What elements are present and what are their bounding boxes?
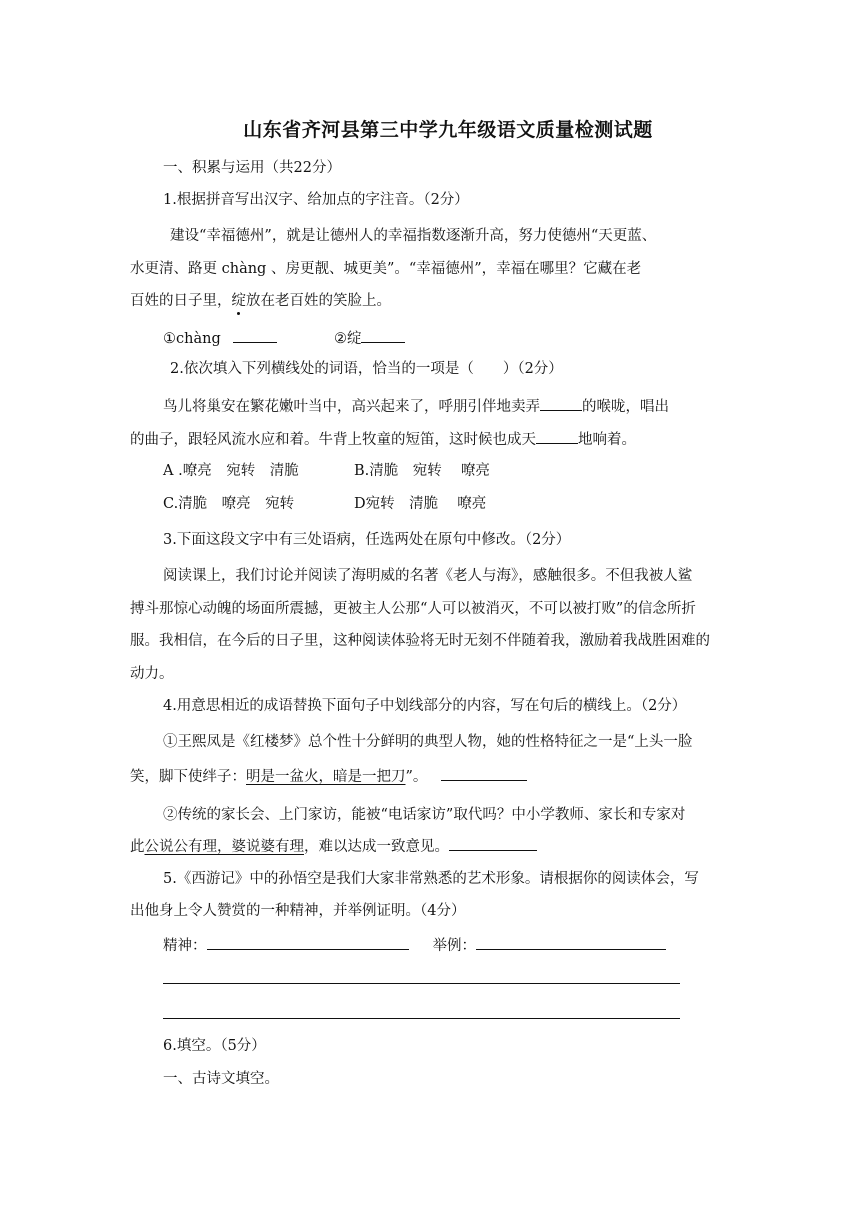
text-run: 笑，脚下使绊子： — [130, 769, 246, 785]
question-1-stem: 1.根据拼音写出汉字、给加点的字注音。（2分） — [163, 192, 469, 208]
option-c[interactable]: C.清脆 嘹亮 宛转 — [163, 496, 295, 512]
underlined-phrase: 公说公有理，婆说婆有理 — [144, 839, 304, 855]
question-4-sentence-2: ②传统的家长会、上门家访，能被“电话家访”取代吗？中小学教师、家长和专家对 — [163, 807, 686, 823]
question-2-stem: 2.依次填入下列横线处的词语，恰当的一项是（ ）（2分） — [170, 361, 563, 377]
question-3-stem: 3.下面这段文字中有三处语病，任选两处在原句中修改。（2分） — [163, 532, 571, 548]
answer-blank[interactable] — [449, 835, 537, 851]
question-1-para-line: 建设“幸福德州”，就是让德州人的幸福指数逐渐升高，努力使德州“天更蓝、 — [170, 228, 657, 244]
example-blank[interactable] — [476, 934, 666, 950]
answer-label-1: ①chàng — [163, 331, 221, 347]
fill-blank[interactable] — [540, 395, 582, 411]
option-d[interactable]: D宛转 清脆 嘹亮 — [354, 496, 487, 512]
question-1-para-line — [130, 291, 730, 311]
text-run: 的曲子，跟轻风流水应和着。牛背上牧童的短笛，这时候也成天 — [130, 432, 536, 448]
option-b[interactable]: B.清脆 宛转 嘹亮 — [354, 463, 490, 479]
underlined-phrase: 明是一盆火，暗是一把刀 — [246, 769, 406, 785]
question-5-answer-row — [163, 934, 763, 956]
text-run: ”。 — [405, 769, 428, 785]
text-run: 放在老百姓的笑脸上。 — [246, 293, 391, 309]
option-a[interactable]: A .嘹亮 宛转 清脆 — [163, 463, 299, 479]
question-3-para-line: 阅读课上，我们讨论并阅读了海明威的名著《老人与海》，感触很多。不但我被人鲨 — [163, 568, 693, 584]
question-5-stem: 5.《西游记》中的孙悟空是我们大家非常熟悉的艺术形象。请根据你的阅读体会，写 — [163, 871, 699, 887]
question-2-para-line — [130, 428, 730, 450]
text-run: 地响着。 — [578, 432, 636, 448]
question-3-para-line: 搏斗那惊心动魄的场面所震撼，更被主人公那“人可以被消灭，不可以被打败”的信念所折 — [130, 601, 696, 617]
example-label: 举例： — [432, 938, 476, 954]
question-5-stem-cont: 出他身上令人赞赏的一种精神，并举例证明。（4分） — [130, 903, 466, 919]
section-heading: 一、积累与运用（共22分） — [163, 160, 341, 176]
answer-blank-2[interactable] — [361, 327, 405, 343]
question-2-para-line — [163, 395, 763, 417]
question-3-para-line: 动力。 — [130, 666, 174, 682]
page-title: 山东省齐河县第三中学九年级语文质量检测试题 — [243, 119, 653, 141]
question-6-subheading: 一、古诗文填空。 — [163, 1071, 279, 1087]
question-4-sentence-1: ①王熙凤是《红楼梦》总个性十分鲜明的典型人物，她的性格特征之一是“上头一脸 — [163, 734, 693, 750]
question-6-stem: 6.填空。（5分） — [163, 1038, 266, 1054]
question-4-sentence-2-cont — [130, 835, 730, 857]
answer-blank-1[interactable] — [233, 327, 277, 343]
dotted-character: 绽 — [231, 293, 246, 309]
answer-label-2: ②绽 — [333, 331, 362, 347]
answer-blank[interactable] — [441, 765, 527, 781]
text-run: ，难以达成一致意见。 — [304, 839, 449, 855]
answer-line[interactable] — [163, 1018, 680, 1019]
question-4-stem: 4.用意思相近的成语替换下面句子中划线部分的内容，写在句后的横线上。（2分） — [163, 698, 687, 714]
question-1-para-line: 水更清、路更 chàng 、房更靓、城更美”。“幸福德州”，幸福在哪里？它藏在老 — [130, 261, 642, 277]
text-run: 百姓的日子里， — [130, 293, 232, 309]
spirit-blank[interactable] — [207, 934, 409, 950]
fill-blank[interactable] — [536, 428, 578, 444]
text-run: 此 — [130, 839, 145, 855]
spirit-label: 精神： — [163, 938, 207, 954]
answer-line[interactable] — [163, 983, 680, 984]
text-run: 鸟儿将巢安在繁花嫩叶当中，高兴起来了，呼朋引伴地卖弄 — [163, 399, 540, 415]
text-run: 的喉咙，唱出 — [582, 399, 669, 415]
question-3-para-line: 服。我相信，在今后的日子里，这种阅读体验将无时无刻不伴随着我，激励着我战胜困难的 — [130, 633, 710, 649]
question-1-answers — [163, 327, 763, 349]
question-4-sentence-1-cont — [130, 765, 730, 787]
